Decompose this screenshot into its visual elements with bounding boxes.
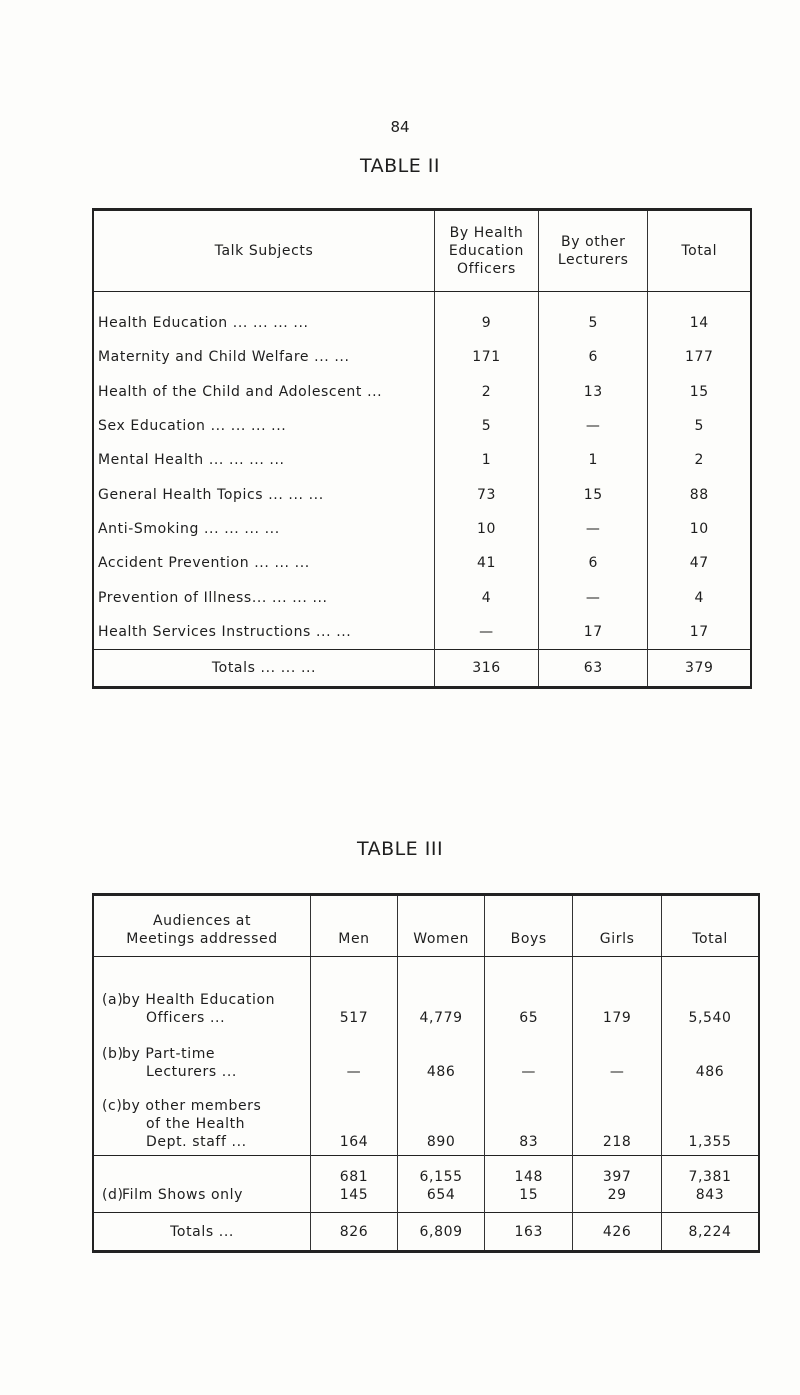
total-value: 1,355 [662, 1085, 759, 1156]
total-by-other: 63 [538, 649, 648, 687]
by-health-value: 171 [435, 340, 539, 374]
total-value: 14 [648, 292, 751, 341]
total-value: 15 [648, 375, 751, 409]
leader-dots: ... ... ... ... [210, 418, 287, 435]
talk-subject-cell [93, 375, 435, 409]
talk-subject: Prevention of Illness... [98, 589, 267, 606]
talk-subjects-table [92, 208, 752, 689]
talk-subject-cell [93, 340, 435, 374]
totals-label-cell [93, 649, 435, 687]
header-line: Lecturers [557, 252, 629, 268]
row-label: (b) [102, 1046, 124, 1062]
header-girls: Girls [573, 895, 662, 957]
men-value: — [311, 1031, 398, 1085]
talk-subject: General Health Topics [98, 486, 264, 503]
by-health-value: 9 [435, 292, 539, 341]
total-girls: 426 [573, 1213, 662, 1252]
talk-subject-cell [93, 409, 435, 443]
men-value: 164 [311, 1085, 398, 1156]
total-value: 486 [662, 1031, 759, 1085]
talk-subject-cell [93, 615, 435, 650]
total-value: 4 [648, 580, 751, 614]
header-line: By Health [449, 225, 524, 241]
girls-value [573, 1156, 662, 1213]
by-other-value: 15 [538, 477, 648, 511]
boys-value: 65 [485, 957, 573, 1032]
audience-cell [93, 1031, 311, 1085]
total-women: 6,809 [397, 1213, 484, 1252]
by-other-value: 13 [538, 375, 648, 409]
leader-dots: ... ... ... ... [204, 520, 280, 537]
talk-subject-cell [93, 477, 435, 511]
by-health-value: 73 [435, 477, 539, 511]
table-row [93, 375, 751, 409]
page-number: 84 [390, 118, 410, 136]
talk-subject: Sex Education [98, 418, 206, 435]
leader-dots: ... ... ... [268, 486, 324, 503]
grand-total: 8,224 [662, 1213, 759, 1252]
total-value: 5,540 [662, 957, 759, 1032]
talk-subject-cell [93, 580, 435, 614]
totals-row [93, 1213, 759, 1252]
table-header-row [93, 210, 751, 292]
header-line: Education [448, 243, 525, 259]
value-line: 6,155 [419, 1169, 463, 1185]
total-value: 47 [648, 546, 751, 580]
talk-subject-cell [93, 546, 435, 580]
talk-subject: Accident Prevention [98, 555, 250, 572]
by-other-value: — [538, 580, 648, 614]
talk-subject-cell [93, 512, 435, 546]
talk-subject-cell [93, 292, 435, 341]
total-value: 5 [648, 409, 751, 443]
grand-total: 379 [648, 649, 751, 687]
audience-cell [93, 1156, 311, 1213]
by-other-value: 6 [538, 340, 648, 374]
header-by-health-officers [435, 210, 539, 292]
totals-row [93, 649, 751, 687]
table-row [93, 546, 751, 580]
audiences-table [92, 893, 760, 1253]
header-by-other-lecturers [538, 210, 648, 292]
by-health-value: 4 [435, 580, 539, 614]
table-row [93, 340, 751, 374]
header-line: Meetings addressed [126, 931, 278, 947]
women-value: 486 [397, 1031, 484, 1085]
header-total: Total [662, 895, 759, 957]
talk-subject: Anti-Smoking [98, 520, 199, 537]
talk-subject: Mental Health [98, 452, 204, 469]
audience-line: Lecturers ... [146, 1064, 237, 1080]
by-other-value: 5 [538, 292, 648, 341]
leader-dots: ... ... ... ... [208, 452, 285, 469]
row-label: (a) [102, 992, 124, 1008]
leader-dots: ... ... ... ... [232, 315, 309, 332]
audience-line: by Health Education [122, 992, 276, 1008]
leader-dots: ... ... [280, 659, 317, 676]
talk-subject: Health Education [98, 315, 228, 332]
table-row [93, 1156, 759, 1213]
header-line: By other [560, 234, 626, 250]
talk-subject-cell [93, 443, 435, 477]
by-other-value: 6 [538, 546, 648, 580]
value-line: 7,381 [688, 1169, 732, 1185]
by-health-value: 10 [435, 512, 539, 546]
talk-subject: Health Services Instructions [98, 623, 311, 640]
header-audiences [93, 895, 311, 957]
row-label: (c) [102, 1098, 123, 1114]
by-other-value: 1 [538, 443, 648, 477]
table-row [93, 615, 751, 650]
boys-value: 83 [485, 1085, 573, 1156]
value-line: 145 [339, 1187, 369, 1203]
talk-subject: Maternity and Child Welfare [98, 349, 310, 366]
header-line: Officers [457, 261, 516, 277]
by-other-value: — [538, 512, 648, 546]
audience-cell [93, 1085, 311, 1156]
header-boys: Boys [485, 895, 573, 957]
boys-value: — [485, 1031, 573, 1085]
table-row [93, 443, 751, 477]
leader-dots: ... ... ... [272, 589, 328, 606]
value-line: 148 [514, 1169, 543, 1185]
total-value: 17 [648, 615, 751, 650]
total-value: 88 [648, 477, 751, 511]
table-row [93, 580, 751, 614]
talk-subject: Health of the Child and Adolescent [98, 383, 362, 400]
table-header-row [93, 895, 759, 957]
value-line: 681 [339, 1169, 369, 1185]
women-value [397, 1156, 484, 1213]
audience-line: of the Health [146, 1116, 246, 1132]
audience-line: Dept. staff ... [146, 1134, 247, 1150]
total-value [662, 1156, 759, 1213]
audience-line: by other members [122, 1098, 262, 1114]
header-total: Total [648, 210, 751, 292]
by-other-value: 17 [538, 615, 648, 650]
audience-line: by Part-time [122, 1046, 216, 1062]
header-line: Audiences at [153, 913, 252, 929]
header-men: Men [311, 895, 398, 957]
value-line: 29 [607, 1187, 627, 1203]
leader-dots: ... ... ... [254, 555, 310, 572]
total-boys: 163 [485, 1213, 573, 1252]
women-value: 890 [397, 1085, 484, 1156]
total-by-health: 316 [435, 649, 539, 687]
header-talk-subjects: Talk Subjects [93, 210, 435, 292]
total-value: 177 [648, 340, 751, 374]
men-value: 517 [311, 957, 398, 1032]
table-row [93, 477, 751, 511]
by-health-value: — [435, 615, 539, 650]
row-label: (d) [102, 1187, 124, 1203]
boys-value [485, 1156, 573, 1213]
by-health-value: 1 [435, 443, 539, 477]
audience-cell [93, 957, 311, 1032]
audience-line: Officers ... [146, 1010, 226, 1026]
leader-dots: ... ... [314, 349, 350, 366]
leader-dots: ... [367, 383, 383, 400]
value-line: 397 [602, 1169, 632, 1185]
girls-value: 218 [573, 1085, 662, 1156]
girls-value: 179 [573, 957, 662, 1032]
total-value: 10 [648, 512, 751, 546]
table-row [93, 512, 751, 546]
table-ii-title: TABLE II [360, 155, 440, 177]
table-row [93, 1031, 759, 1085]
by-health-value: 2 [435, 375, 539, 409]
table-row [93, 1085, 759, 1156]
men-value [311, 1156, 398, 1213]
table-row [93, 957, 759, 1032]
by-health-value: 5 [435, 409, 539, 443]
totals-label: Totals ... [211, 659, 276, 676]
total-value: 2 [648, 443, 751, 477]
totals-label: Totals ... [93, 1213, 311, 1252]
girls-value: — [573, 1031, 662, 1085]
total-men: 826 [311, 1213, 398, 1252]
by-health-value: 41 [435, 546, 539, 580]
women-value: 4,779 [397, 957, 484, 1032]
value-line: 843 [695, 1187, 725, 1203]
header-women: Women [397, 895, 484, 957]
by-other-value: — [538, 409, 648, 443]
audience-line: Film Shows only [122, 1187, 244, 1203]
table-iii-title: TABLE III [356, 838, 444, 860]
table-row [93, 409, 751, 443]
leader-dots: ... ... [316, 623, 352, 640]
table-row [93, 292, 751, 341]
value-line: 654 [426, 1187, 456, 1203]
value-line: 15 [519, 1187, 539, 1203]
